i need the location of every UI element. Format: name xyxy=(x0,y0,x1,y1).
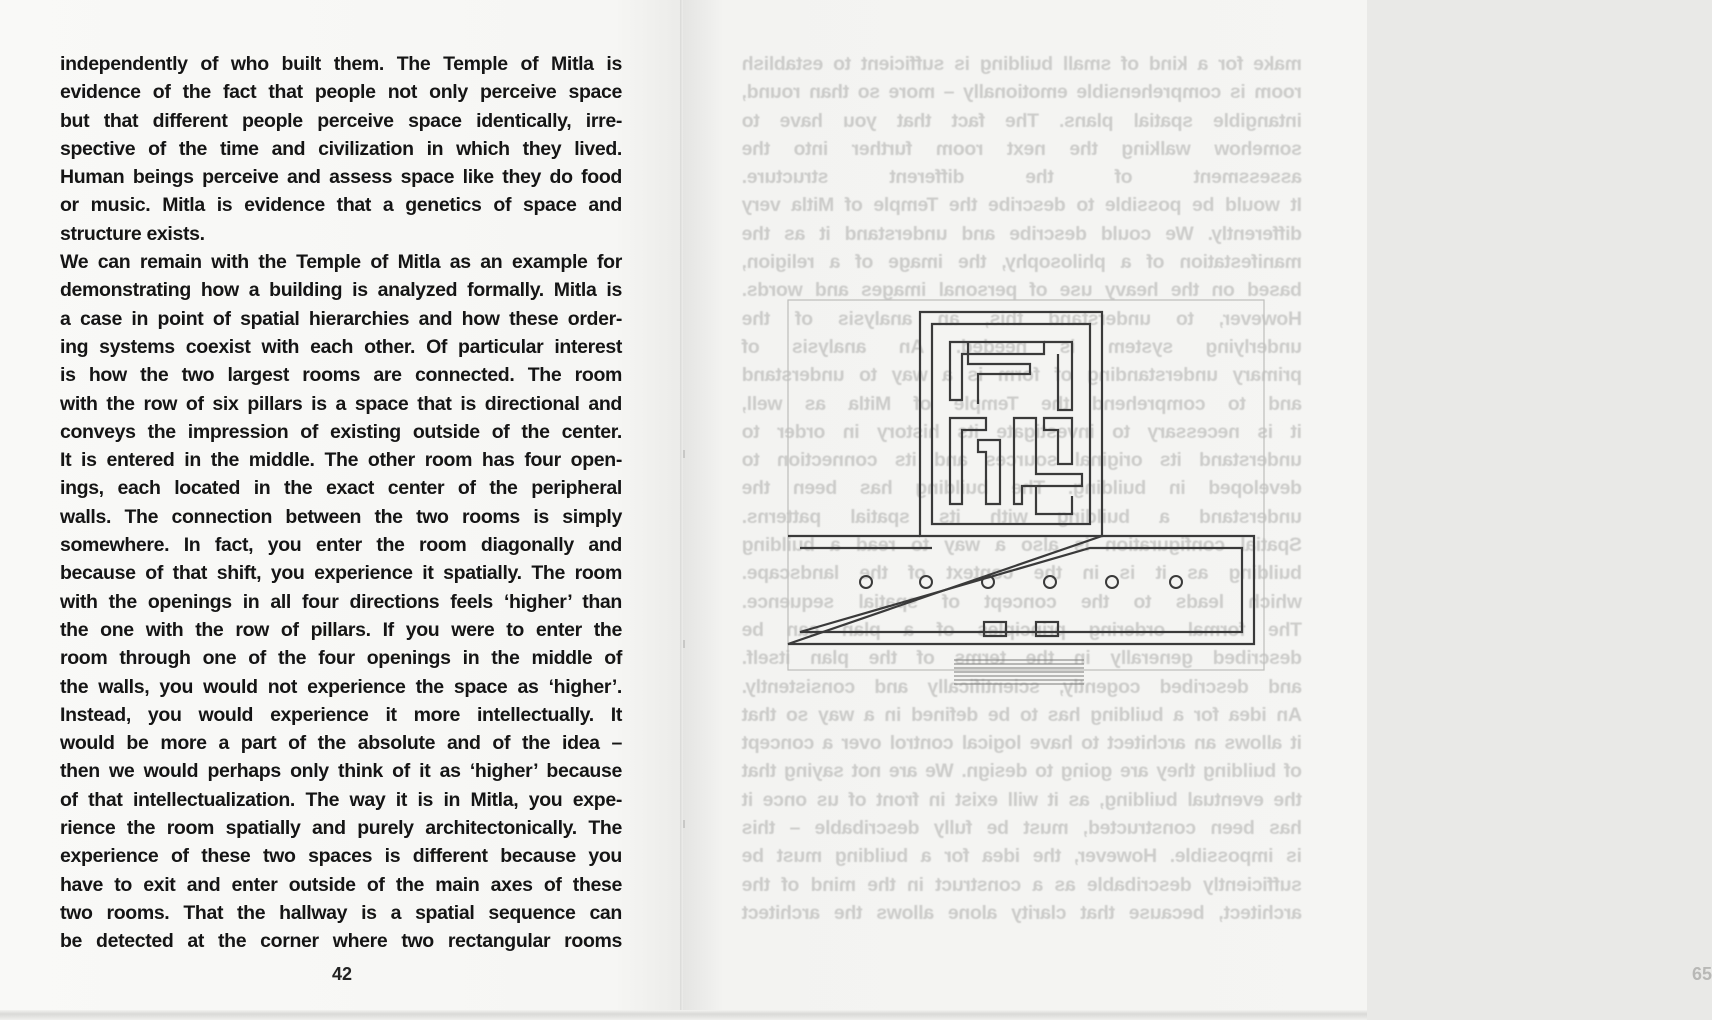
ghost-text-line: architect, because that clarity alone allows the architect xyxy=(742,901,1302,924)
text-line: ings, each located in the exact center of the peripheral xyxy=(60,477,622,500)
ghost-text-line: room is comprehensible emotionally – more so than round, xyxy=(742,81,1302,104)
page-bottom-edge xyxy=(0,1010,1367,1020)
text-line: rience the room spatially and purely architectonically. The xyxy=(60,817,622,840)
text-line: two rooms. That the hallway is a spatial sequence can xyxy=(60,901,622,924)
ghost-text-line: An idea for a building has to be defined in a way so that xyxy=(742,703,1302,726)
text-line: Instead, you would experience it more intellectually. It xyxy=(60,703,622,726)
ghost-text-line: it allows an architect to have logical control over a concept xyxy=(742,732,1302,755)
text-line: with the openings in all four directions feels ‘higher’ than xyxy=(60,590,622,613)
ghost-text-line: manifestation of a philosophy, the image of a religion, xyxy=(742,251,1302,274)
plan-pillar-6 xyxy=(1170,576,1182,588)
ghost-text-line: differently. We could describe and understand it as the xyxy=(742,222,1302,245)
ghost-text-line: it is necessary to investigate its history in order to xyxy=(742,420,1302,443)
plan-inner-wall-h xyxy=(1036,486,1072,514)
text-line: or music. Mitla is evidence that a genetics of space and xyxy=(60,194,622,217)
ghost-text-line: based on the heavy use of personal images and words. xyxy=(742,279,1302,302)
ghost-text-line: developed in building. The building has been the xyxy=(742,477,1302,500)
right-page-number: 65 xyxy=(1692,964,1712,984)
left-page-number: 42 xyxy=(332,964,353,984)
ghost-text-line: understand a building with its spatial patterns. xyxy=(742,505,1302,528)
text-line: then we would perhaps only think of it as ‘higher’ because xyxy=(60,760,622,783)
plan-inner-wall-d xyxy=(950,418,986,504)
ghost-text-line: assessment of the different structure. xyxy=(742,166,1302,189)
ghost-text-line: building as it is in the context of the landscape. xyxy=(742,562,1302,585)
text-line: with the row of six pillars is a space that is directional and xyxy=(60,392,622,415)
text-line: a case in point of spatial hierarchies and how these order- xyxy=(60,307,622,330)
ghost-text-line: Spatial configuration is also a way to read a building xyxy=(742,534,1302,557)
text-line: would be more a part of the absolute and of the idea – xyxy=(60,732,622,755)
text-line: independently of who built them. The Temple of Mitla is xyxy=(60,53,622,75)
plan-pillar-2 xyxy=(920,576,932,588)
ghost-text-line: of building they are going to design. We are not saying that xyxy=(742,760,1302,783)
ghost-text-line: which leads to the concept of spatial sequence. xyxy=(742,590,1302,613)
left-page-body-text xyxy=(60,50,622,956)
plan-lower-room-inner-wall xyxy=(800,548,1242,632)
text-line: conveys the impression of existing outside of the center. xyxy=(60,420,622,443)
book-gutter xyxy=(680,0,683,1020)
text-line: is how the two largest rooms are connected. The room xyxy=(60,364,622,387)
text-line: experience of these two spaces is different because you xyxy=(60,845,622,868)
text-line: be detected at the corner where two rectangular rooms xyxy=(60,930,622,953)
text-line: but that different people perceive space identically, irre- xyxy=(60,109,622,132)
ghost-text-line: make for a kind of small building is sufficient to establish xyxy=(742,53,1302,75)
plan-pillar-4 xyxy=(1044,576,1056,588)
text-line: demonstrating how a building is analyzed formally. Mitla is xyxy=(60,279,622,302)
ghost-text-line: described generally in the terms of the plan itself. xyxy=(742,647,1302,670)
text-line: structure exists. xyxy=(60,222,205,245)
text-line: Human beings perceive and assess space like they do food xyxy=(60,166,622,189)
plan-pillar-1 xyxy=(860,576,872,588)
text-line: of that intellectualization. The way it is in Mitla, you expe- xyxy=(60,788,622,811)
plan-pillar-5 xyxy=(1106,576,1118,588)
ghost-text-line: has been constructed, must be fully describable – this xyxy=(742,817,1302,840)
ghost-text-line: sufficiently describable as a construct in the mind of the xyxy=(742,873,1302,896)
text-line: room through one of the four openings in the middle of xyxy=(60,647,622,670)
text-line: It is entered in the middle. The other room has four open- xyxy=(60,449,622,472)
ghost-text-line: It would be possible to describe the Temple of Mitla very xyxy=(742,194,1302,217)
plan-inner-wall-g xyxy=(1044,418,1072,464)
ghost-text-line: primary understanding of form is a way to understand xyxy=(742,364,1302,387)
ghost-text-line: the eventual building, as it will exist in front of us once it xyxy=(742,788,1302,811)
ghost-text-line: understand its original sources and its connection to xyxy=(742,449,1302,472)
ghost-text-line: and described cogently, scientifically and consistently. xyxy=(742,675,1302,698)
text-line: walls. The connection between the two rooms is simply xyxy=(60,505,622,528)
text-line: because of that shift, you experience it spatially. The room xyxy=(60,562,622,585)
text-line: the walls, you would not experience the space as ‘higher’. xyxy=(60,675,622,698)
text-line: spective of the time and civilization in which they lived. xyxy=(60,137,622,160)
text-line: somewhere. In fact, you enter the room diagonally and xyxy=(60,534,622,557)
ghost-text-line: somehow walking the next room further into the xyxy=(742,137,1302,160)
plan-inner-wall-b xyxy=(968,342,1030,404)
plan-inner-wall-c xyxy=(1044,342,1072,410)
plan-stair-hatching xyxy=(954,660,1084,684)
text-line: evidence of the fact that people not only perceive space xyxy=(60,81,622,104)
text-line: ing systems coexist with each other. Of particular interest xyxy=(60,335,622,358)
plan-front-block-left xyxy=(984,622,1006,636)
ghost-text-line: is impossible. However, the idea for a building must be xyxy=(742,845,1302,868)
ghost-text-line: underlying system is needed. An analysis of xyxy=(742,335,1302,358)
text-line: have to exit and enter outside of the main axes of these xyxy=(60,873,622,896)
ghost-text-line: The formal ordering principles of a plan can be xyxy=(742,618,1302,641)
mitla-floor-plan xyxy=(772,290,1272,690)
ghost-text-line: However, to understand this, an analysis of the xyxy=(742,307,1302,330)
left-page xyxy=(0,0,682,1012)
plan-lower-room-outer-wall xyxy=(788,536,1254,644)
text-line: the one with the row of pillars. If you were to enter the xyxy=(60,618,622,641)
text-line: We can remain with the Temple of Mitla as an example for xyxy=(60,251,622,274)
ghost-text-line: intangible spatial plans. The fact that you have to xyxy=(742,109,1302,132)
plan-upper-room-outer-wall xyxy=(920,312,1102,536)
ghost-text-line: and to comprehend the Temple of Mitla as well, xyxy=(742,392,1302,415)
plan-inner-wall-e xyxy=(978,440,1000,504)
plan-front-block-right xyxy=(1036,622,1058,636)
